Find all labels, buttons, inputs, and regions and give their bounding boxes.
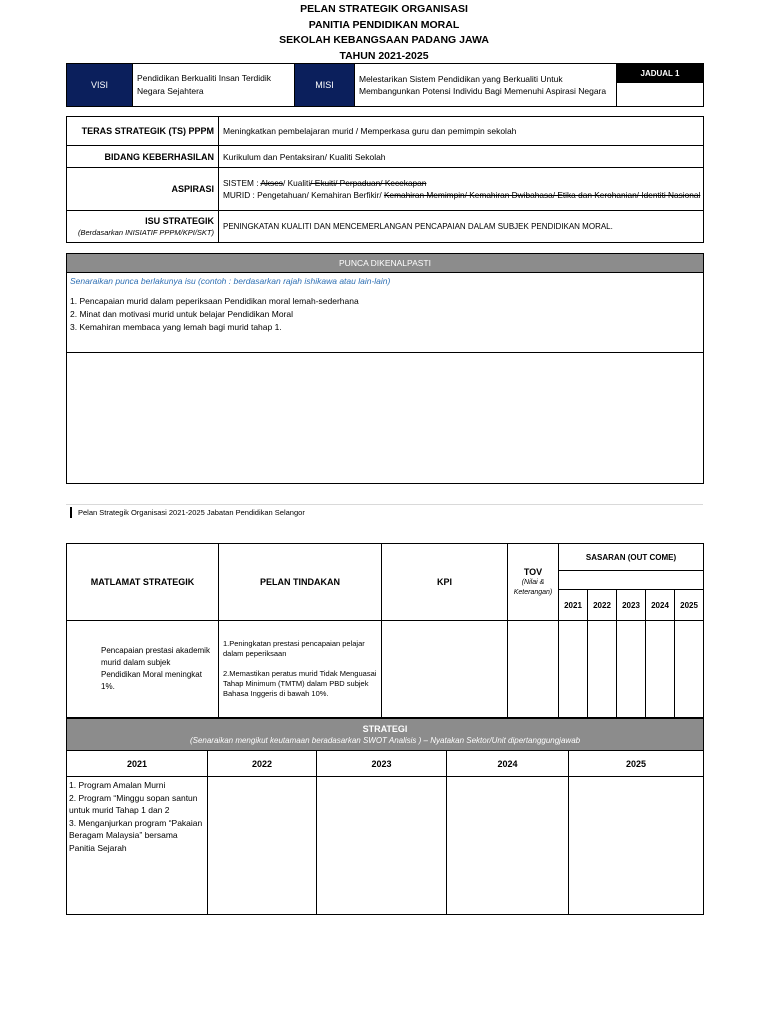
footer-note: Pelan Strategik Organisasi 2021-2025 Jabatan Pendidikan Selangor xyxy=(78,508,305,517)
aspirasi-sistem: SISTEM : Akses/ Kualiti/ Ekuiti/ Perpaduan/ Kecekapan xyxy=(223,178,427,188)
strategi-item: 3. Menganjurkan program “Pakaian Beragam Malaysia” bersama Panitia Sejarah xyxy=(69,817,203,853)
visi-text: Pendidikan Berkualiti Insan Terdidik Negara Sejahtera xyxy=(133,64,295,107)
isu-sublabel: (Berdasarkan INISIATIF PPPM/KPI/SKT) xyxy=(77,227,214,237)
col-tov-cell xyxy=(508,544,559,621)
header-title: PELAN STRATEGIK ORGANISASI xyxy=(300,3,468,15)
header-school: SEKOLAH KEBANGSAAN PADANG JAWA xyxy=(279,34,489,46)
sasaran-value xyxy=(675,621,704,718)
col-sasaran: SASARAN (OUT COME) xyxy=(559,544,704,571)
aspirasi-murid: MURID : Pengetahuan/ Kemahiran Berfikir/ Kemahiran Memimpin/ Kemahiran Dwibahasa/ Etika dan Kerohanian/ Identiti Nasional xyxy=(223,190,701,200)
footer-bar xyxy=(70,507,72,518)
teras-table xyxy=(66,116,704,243)
strategi-2023-cell xyxy=(317,777,447,915)
visi-label: VISI xyxy=(67,64,133,107)
strategi-header xyxy=(67,719,704,751)
matlamat-value: Pencapaian prestasi akademik murid dalam subjek Pendidikan Moral meningkat 1%. xyxy=(67,621,219,718)
strategi-subtitle: (Senaraikan mengikut keutamaan beradasarkan SWOT Analisis ) – Nyatakan Sektor/Unit dipertanggungjawab xyxy=(189,735,581,745)
visi-misi-table xyxy=(66,63,704,107)
sasaran-year: 2023 xyxy=(617,590,646,621)
bidang-label: BIDANG KEBERHASILAN xyxy=(67,146,219,168)
sasaran-empty-cell xyxy=(559,571,704,590)
tov-value xyxy=(508,621,559,718)
sasaran-value xyxy=(588,621,617,718)
punca-title: PUNCA DIKENALPASTI xyxy=(67,254,704,273)
strategi-year: 2023 xyxy=(317,751,447,777)
sasaran-value xyxy=(646,621,675,718)
punca-table xyxy=(66,253,704,484)
document-header xyxy=(0,2,768,64)
strategi-2024-cell xyxy=(447,777,569,915)
strategi-2021-cell xyxy=(67,777,208,915)
strategi-2022-cell xyxy=(208,777,317,915)
aspirasi-label: ASPIRASI xyxy=(67,168,219,211)
punca-content xyxy=(67,273,704,353)
punca-item: 1. Pencapaian murid dalam peperiksaan Pendidikan moral lemah-sederhana xyxy=(70,296,359,306)
col-matlamat: MATLAMAT STRATEGIK xyxy=(67,544,219,621)
footer-divider xyxy=(66,504,703,505)
teras-value: Meningkatkan pembelajaran murid / Memperkasa guru dan pemimpin sekolah xyxy=(219,117,704,146)
sasaran-year: 2025 xyxy=(675,590,704,621)
col-pelan: PELAN TINDAKAN xyxy=(219,544,382,621)
isu-label-cell xyxy=(67,211,219,243)
sasaran-year: 2022 xyxy=(588,590,617,621)
bidang-value: Kurikulum dan Pentaksiran/ Kualiti Sekolah xyxy=(219,146,704,168)
punca-item: 2. Minat dan motivasi murid untuk belajar Pendidikan Moral xyxy=(70,309,294,319)
strategi-2025-cell xyxy=(569,777,704,915)
col-kpi: KPI xyxy=(382,544,508,621)
punca-empty-area xyxy=(67,353,704,484)
strategi-year: 2021 xyxy=(67,751,208,777)
col-tov-sub: (Nilai & Keterangan) xyxy=(513,578,553,596)
isu-value: PENINGKATAN KUALITI DAN MENCEMERLANGAN PENCAPAIAN DALAM SUBJEK PENDIDIKAN MORAL. xyxy=(219,211,704,243)
isu-label: ISU STRATEGIK xyxy=(145,215,214,226)
jadual-label: JADUAL 1 xyxy=(617,64,704,83)
plan-table xyxy=(66,543,704,718)
pelan-value xyxy=(219,621,382,718)
strategi-year: 2022 xyxy=(208,751,317,777)
header-panitia: PANITIA PENDIDIKAN MORAL xyxy=(308,18,460,31)
strategi-item: 1. Program Amalan Murni xyxy=(69,780,166,790)
sasaran-value xyxy=(617,621,646,718)
sasaran-value xyxy=(559,621,588,718)
strategi-year: 2025 xyxy=(569,751,704,777)
strategi-item: 2. Program “Minggu sopan santun untuk murid Tahap 1 dan 2 xyxy=(69,792,198,815)
jadual-empty-cell xyxy=(617,83,704,107)
punca-hint: Senaraikan punca berlakunya isu (contoh : berdasarkan rajah ishikawa atau lain-lain) xyxy=(70,276,391,286)
pelan-item: 1.Peningkatan prestasi pencapaian pelajar dalam peperiksaan xyxy=(223,639,365,658)
sasaran-year: 2024 xyxy=(646,590,675,621)
col-tov: TOV xyxy=(523,566,543,577)
header-year: TAHUN 2021-2025 xyxy=(339,49,429,62)
aspirasi-value xyxy=(219,168,704,211)
misi-text: Melestarikan Sistem Pendidikan yang Berkualiti Untuk Membangunkan Potensi Individu Bagi Memenuhi Aspirasi Negara xyxy=(355,64,617,107)
teras-label: TERAS STRATEGIK (TS) PPPM xyxy=(67,117,219,146)
kpi-value xyxy=(382,621,508,718)
sasaran-year: 2021 xyxy=(559,590,588,621)
strategi-year: 2024 xyxy=(447,751,569,777)
punca-item: 3. Kemahiran membaca yang lemah bagi murid tahap 1. xyxy=(70,322,282,332)
pelan-item: 2.Memastikan peratus murid Tidak Menguasai Tahap Minimum (TMTM) dalam PBD subjek Bahasa Inggeris di bawah 10%. xyxy=(223,669,377,698)
strategi-table xyxy=(66,718,704,915)
misi-label: MISI xyxy=(295,64,355,107)
strategi-title: STRATEGI xyxy=(362,723,408,734)
